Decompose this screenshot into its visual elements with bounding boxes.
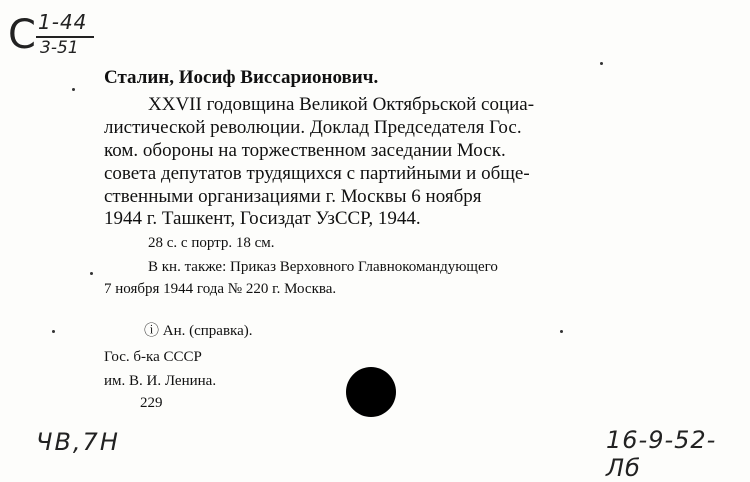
note-line-2: 7 ноября 1944 года № 220 г. Москва. bbox=[104, 281, 337, 297]
title-line-5: ственными организациями г. Москвы 6 ноября bbox=[104, 186, 482, 207]
author-heading: Сталин, Иосиф Виссарионович. bbox=[104, 67, 379, 88]
title-line-4: совета депутатов трудящихся с партийными и обще- bbox=[104, 163, 530, 184]
collation: 28 с. с портр. 18 см. bbox=[148, 235, 275, 251]
speck bbox=[72, 88, 75, 91]
card-punch-hole bbox=[346, 367, 396, 417]
call-number-bottom: 3-51 bbox=[40, 38, 79, 58]
note-line-1: В кн. также: Приказ Верховного Главнокомандующего bbox=[148, 259, 498, 275]
library-line-2: им. В. И. Ленина. bbox=[104, 373, 217, 389]
title-line-1: XXVII годовщина Великой Октябрьской социа- bbox=[148, 94, 535, 115]
handwritten-note-left: ЧВ,7Н bbox=[36, 428, 120, 456]
library-line-3: 229 bbox=[140, 395, 163, 411]
title-line-3: ком. обороны на торжественном заседании Моск. bbox=[104, 140, 506, 161]
speck bbox=[600, 62, 603, 65]
speck bbox=[52, 330, 55, 333]
call-number-letter: С bbox=[8, 12, 36, 58]
call-number bbox=[8, 6, 98, 60]
tracing: ⓘ Ан. (справка). bbox=[144, 323, 253, 339]
speck bbox=[560, 330, 563, 333]
library-line-1: Гос. б-ка СССР bbox=[104, 349, 202, 365]
speck bbox=[90, 272, 93, 275]
title-line-2: листической революции. Доклад Председателя Гос. bbox=[104, 117, 522, 138]
call-number-top: 1-44 bbox=[38, 10, 88, 34]
imprint-line: 1944 г. Ташкент, Госиздат УзССР, 1944. bbox=[104, 208, 421, 229]
handwritten-note-right: 16-9-52-Лб bbox=[606, 426, 717, 482]
